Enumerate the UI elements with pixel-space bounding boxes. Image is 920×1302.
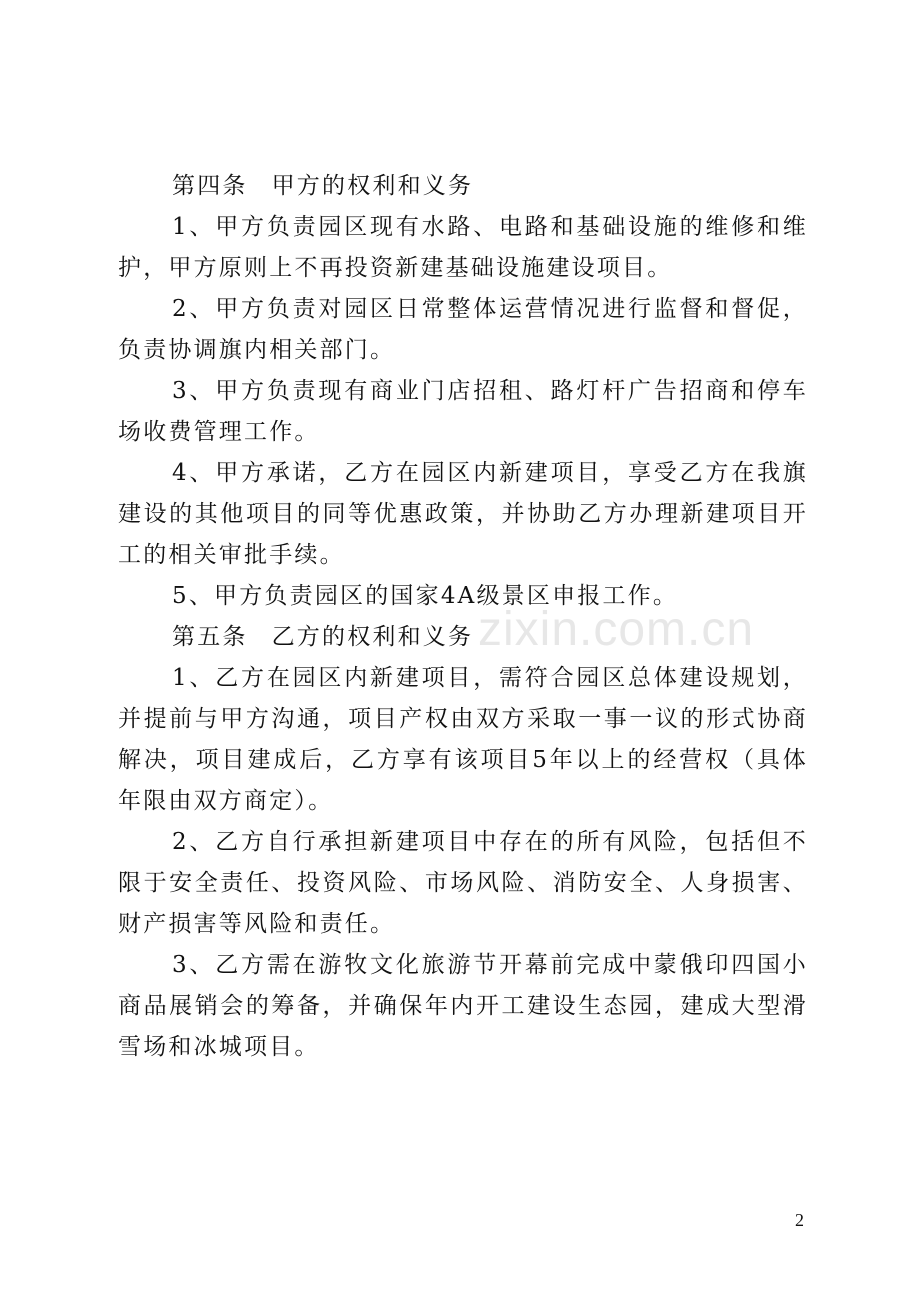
- clause-4-1: 1、甲方负责园区现有水路、电路和基础设施的维修和维护，甲方原则上不再投资新建基础设施建设项目。: [118, 214, 808, 281]
- watermark: zixin.com.cn: [478, 603, 755, 656]
- section-title: 甲方的权利和义务: [271, 173, 474, 199]
- section-number: 第五条: [172, 624, 248, 650]
- section-title: 乙方的权利和义务: [271, 624, 474, 650]
- clause-4-2: 2、甲方负责对园区日常整体运营情况进行监督和督促，负责协调旗内相关部门。: [118, 296, 808, 363]
- clause-4-5: 5、甲方负责园区的国家4A级景区申报工作。: [172, 583, 679, 609]
- section-heading-4: [118, 166, 808, 207]
- page-number: 2: [795, 1210, 804, 1230]
- clause-4-4: 4、甲方承诺，乙方在园区内新建项目，享受乙方在我旗建设的其他项目的同等优惠政策，并协助乙方办理新建项目开工的相关审批手续。: [118, 460, 808, 568]
- clause-5-1: 1、乙方在园区内新建项目，需符合园区总体建设规划，并提前与甲方沟通，项目产权由双方采取一事一议的形式协商解决，项目建成后，乙方享有该项目5年以上的经营权（具体年限由双方商定）。: [118, 665, 808, 814]
- clause-4-3: 3、甲方负责现有商业门店招租、路灯杆广告招商和停车场收费管理工作。: [118, 378, 808, 445]
- section-number: 第四条: [172, 173, 248, 199]
- clause-5-2: 2、乙方自行承担新建项目中存在的所有风险，包括但不限于安全责任、投资风险、市场风险、消防安全、人身损害、财产损害等风险和责任。: [118, 829, 808, 937]
- clause-5-3: 3、乙方需在游牧文化旅游节开幕前完成中蒙俄印四国小商品展销会的筹备，并确保年内开工建设生态园，建成大型滑雪场和冰城项目。: [118, 952, 808, 1060]
